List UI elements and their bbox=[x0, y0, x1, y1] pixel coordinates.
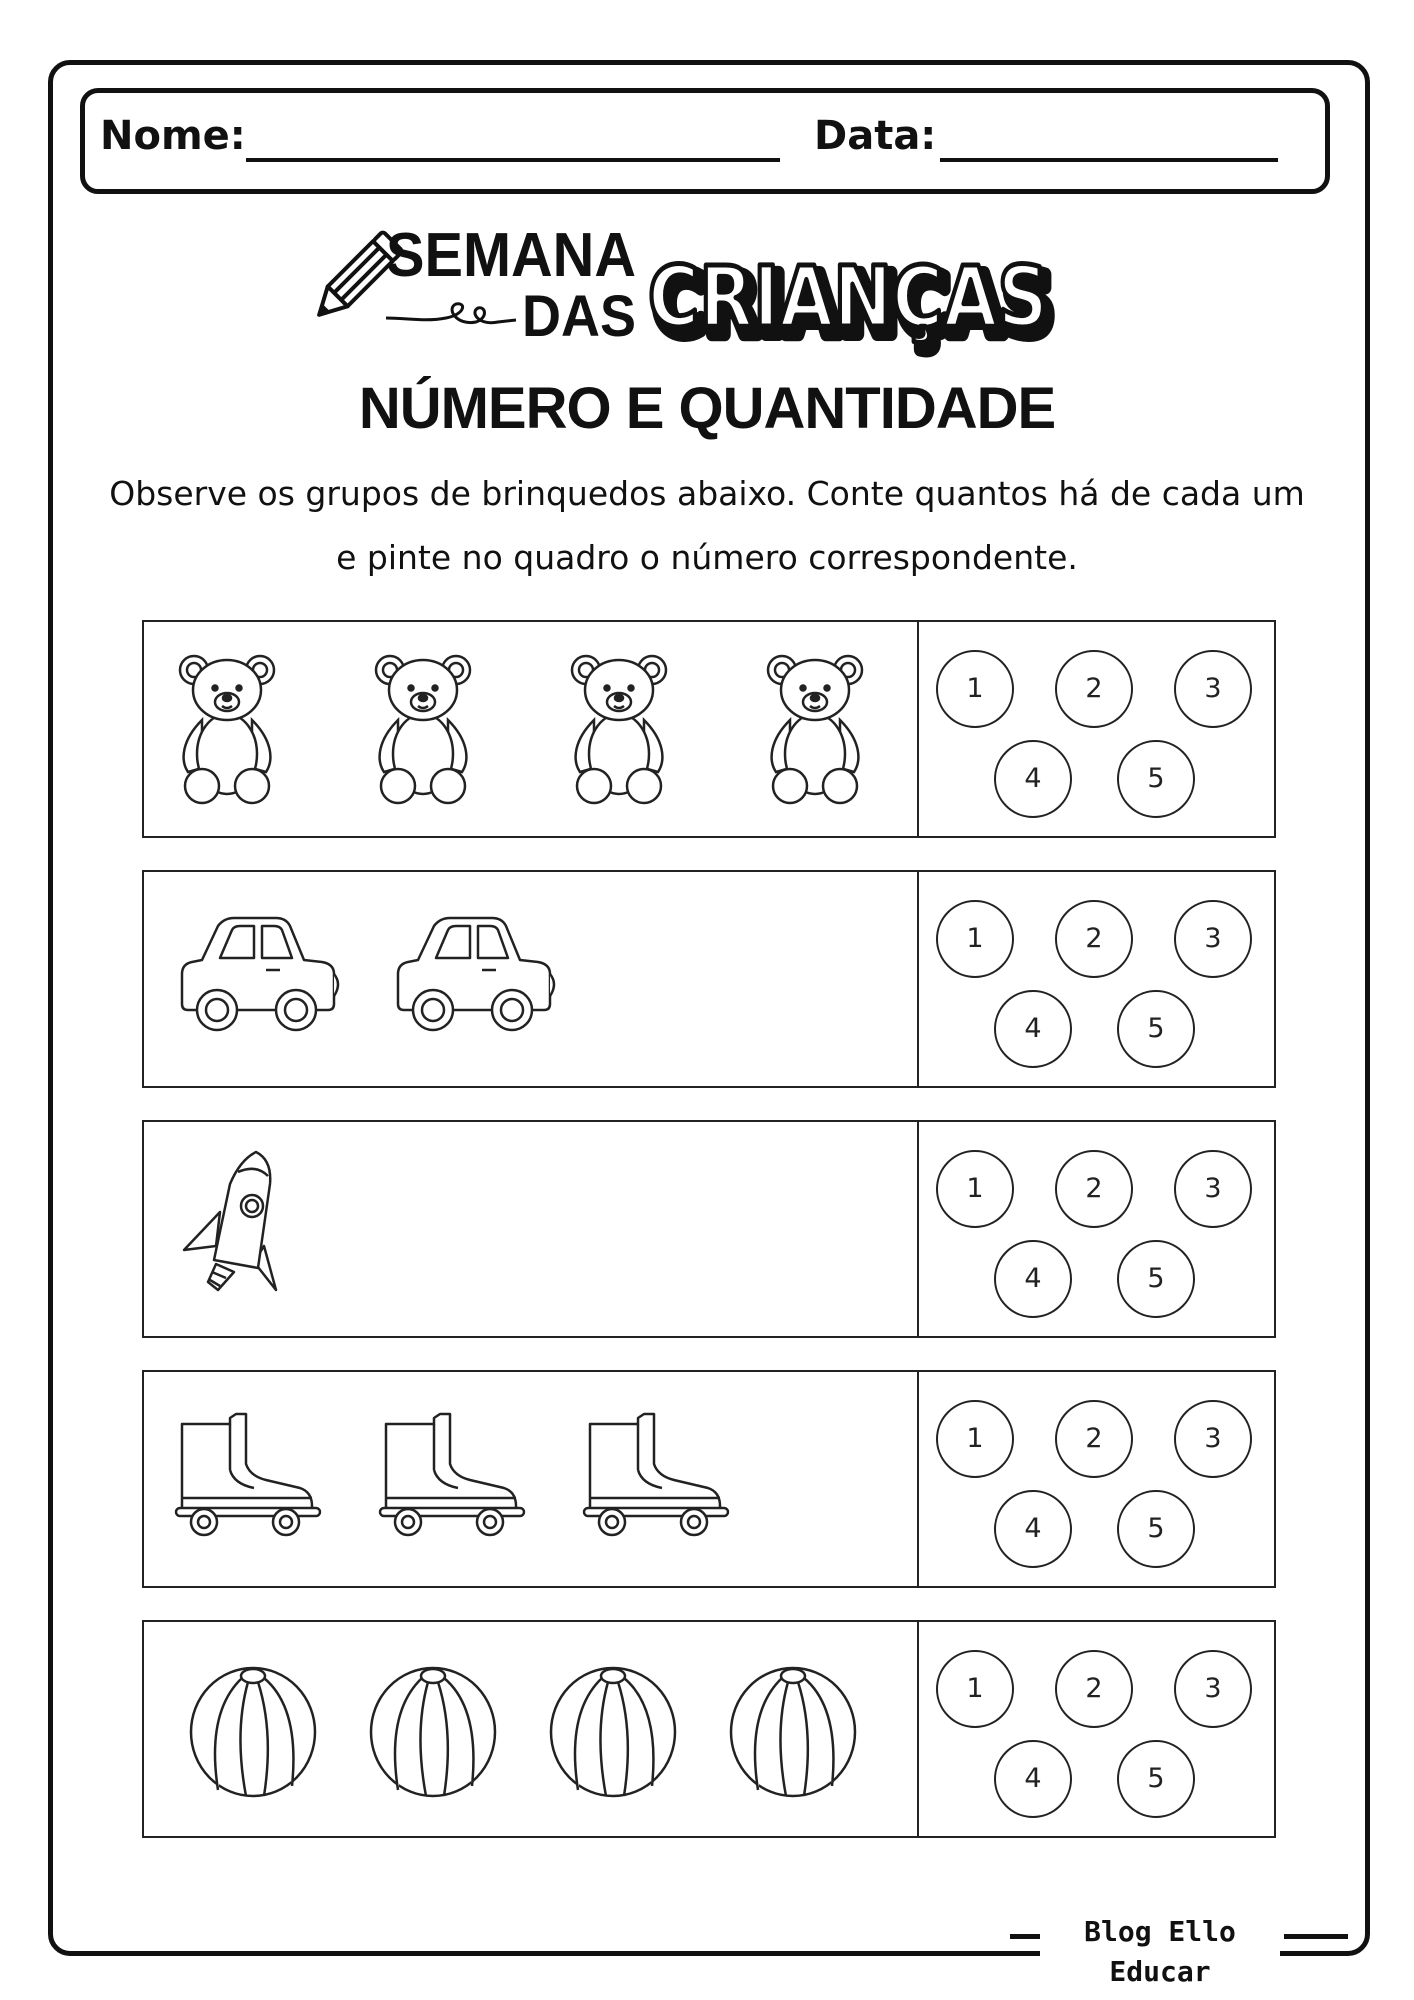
rocket-icon bbox=[172, 1150, 282, 1310]
roller-skate-icon bbox=[582, 1410, 732, 1540]
number-circle-2[interactable]: 2 bbox=[1055, 1650, 1133, 1728]
number-circle-2[interactable]: 2 bbox=[1055, 1150, 1133, 1228]
number-circle-4[interactable]: 4 bbox=[994, 740, 1072, 818]
row-divider bbox=[917, 1122, 919, 1336]
row-divider bbox=[917, 1372, 919, 1586]
date-label: Data: bbox=[814, 113, 937, 159]
number-circle-2[interactable]: 2 bbox=[1055, 1400, 1133, 1478]
toy-group bbox=[144, 1622, 917, 1836]
teddy-bear-icon bbox=[368, 650, 478, 810]
beach-ball-icon bbox=[728, 1662, 858, 1798]
number-circle-4[interactable]: 4 bbox=[994, 990, 1072, 1068]
footer-credit: Blog Ello Educar bbox=[1040, 1912, 1280, 1992]
beach-ball-icon bbox=[548, 1662, 678, 1798]
date-field[interactable] bbox=[940, 158, 1278, 162]
row-divider bbox=[917, 872, 919, 1086]
number-circle-1[interactable]: 1 bbox=[936, 900, 1014, 978]
exercise-row-balls bbox=[142, 1620, 1276, 1838]
row-divider bbox=[917, 1622, 919, 1836]
number-circle-4[interactable]: 4 bbox=[994, 1490, 1072, 1568]
instructions-text: Observe os grupos de brinquedos abaixo. Conte quantos há de cada um e pinte no quadro o número correspondente. bbox=[109, 474, 1305, 577]
roller-skate-icon bbox=[174, 1410, 324, 1540]
car-icon bbox=[172, 912, 342, 1032]
number-circle-3[interactable]: 3 bbox=[1174, 900, 1252, 978]
number-circle-4[interactable]: 4 bbox=[994, 1740, 1072, 1818]
logo-line2: DAS bbox=[522, 284, 636, 349]
number-circle-5[interactable]: 5 bbox=[1117, 1490, 1195, 1568]
toy-group bbox=[144, 872, 917, 1086]
number-circle-3[interactable]: 3 bbox=[1174, 1150, 1252, 1228]
number-circle-3[interactable]: 3 bbox=[1174, 650, 1252, 728]
teddy-bear-icon bbox=[172, 650, 282, 810]
teddy-bear-icon bbox=[564, 650, 674, 810]
student-info-box bbox=[80, 88, 1330, 194]
swirl-line bbox=[386, 304, 516, 323]
beach-ball-icon bbox=[368, 1662, 498, 1798]
exercise-row-cars bbox=[142, 870, 1276, 1088]
number-circle-3[interactable]: 3 bbox=[1174, 1650, 1252, 1728]
semana-das-criancas-logo bbox=[316, 218, 1066, 358]
toy-group bbox=[144, 1122, 917, 1336]
number-circle-5[interactable]: 5 bbox=[1117, 990, 1195, 1068]
toy-group bbox=[144, 1372, 917, 1586]
number-circle-3[interactable]: 3 bbox=[1174, 1400, 1252, 1478]
name-field[interactable] bbox=[246, 158, 780, 162]
footer-line-right bbox=[1284, 1934, 1348, 1939]
number-circle-4[interactable]: 4 bbox=[994, 1240, 1072, 1318]
exercise-row-bears bbox=[142, 620, 1276, 838]
logo-word: CRIANÇAS bbox=[648, 248, 1048, 346]
number-circle-2[interactable]: 2 bbox=[1055, 900, 1133, 978]
exercise-row-rocket bbox=[142, 1120, 1276, 1338]
number-circle-5[interactable]: 5 bbox=[1117, 740, 1195, 818]
exercise-row-skates bbox=[142, 1370, 1276, 1588]
number-circle-5[interactable]: 5 bbox=[1117, 1240, 1195, 1318]
number-circle-1[interactable]: 1 bbox=[936, 1150, 1014, 1228]
teddy-bear-icon bbox=[760, 650, 870, 810]
car-icon bbox=[388, 912, 558, 1032]
page-title: NÚMERO E QUANTIDADE bbox=[358, 376, 1056, 441]
number-circle-5[interactable]: 5 bbox=[1117, 1740, 1195, 1818]
logo-line1: SEMANA bbox=[386, 221, 636, 290]
beach-ball-icon bbox=[188, 1662, 318, 1798]
logo-word-shadow: CRIANÇAS bbox=[654, 256, 1054, 354]
number-circle-1[interactable]: 1 bbox=[936, 1650, 1014, 1728]
footer-line-left bbox=[1010, 1934, 1040, 1939]
toy-group bbox=[144, 622, 917, 836]
number-circle-1[interactable]: 1 bbox=[936, 1400, 1014, 1478]
row-divider bbox=[917, 622, 919, 836]
name-label: Nome: bbox=[100, 113, 246, 159]
number-circle-1[interactable]: 1 bbox=[936, 650, 1014, 728]
number-circle-2[interactable]: 2 bbox=[1055, 650, 1133, 728]
roller-skate-icon bbox=[378, 1410, 528, 1540]
